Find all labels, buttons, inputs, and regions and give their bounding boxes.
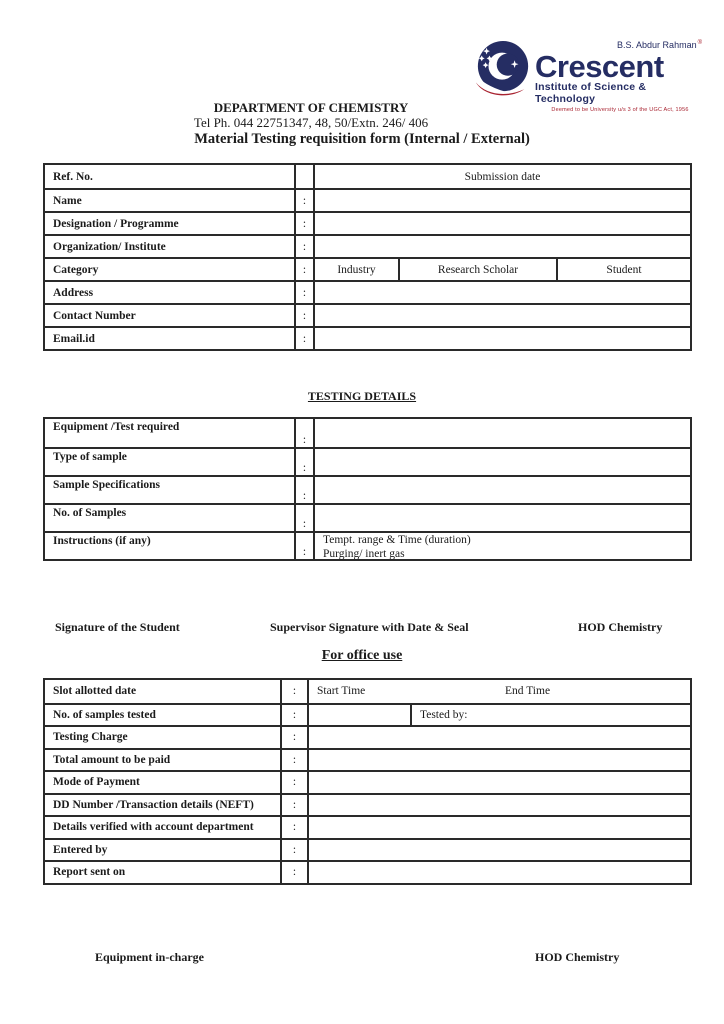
table-row-testing-charge [45,725,690,748]
row-label: Total amount to be paid [45,750,282,771]
row-label: Organization/ Institute [45,236,296,257]
colon-cell: : [282,817,309,838]
row-label: No. of samples tested [45,705,282,726]
row-label: Details verified with account department [45,817,282,838]
category-option-research-scholar: Research Scholar [400,259,558,280]
row-label: Instructions (if any) [45,533,296,559]
colon-cell: : [296,419,315,447]
colon-cell: : [296,259,315,280]
value-cell [315,213,690,234]
row-label: Category [45,259,296,280]
hod-signature-label: HOD Chemistry [578,620,663,634]
department-title: DEPARTMENT OF CHEMISTRY [213,100,409,115]
crescent-emblem-icon [474,40,532,98]
colon-cell: : [296,477,315,503]
table-row-contact-number [45,303,690,326]
value-cell [315,419,690,447]
row-label: Designation / Programme [45,213,296,234]
category-option-industry: Industry [315,259,400,280]
value-cell [309,680,690,703]
brand-name: Crescent [535,49,664,84]
colon-cell: : [296,213,315,234]
table-row-samples-tested [45,703,690,726]
colon-cell: : [282,772,309,793]
office-use-heading: For office use [321,648,403,663]
row-label: Type of sample [45,449,296,475]
office-use-table [43,678,692,885]
hod-chemistry-footer-label: HOD Chemistry [535,950,620,964]
brand-small-label: B.S. Abdur Rahman [617,40,697,50]
table-row-instructions [45,531,690,559]
colon-cell: : [296,533,315,559]
colon-cell: : [296,328,315,349]
colon-cell: : [282,840,309,861]
row-label: Slot allotted date [45,680,282,703]
value-cell [315,505,690,531]
testing-details-heading: TESTING DETAILS [307,389,417,403]
form-title: Material Testing requisition form (Internal / External) [194,131,530,147]
table-row-ref-no [45,165,690,188]
value-cell [315,477,690,503]
colon-cell: : [296,190,315,211]
table-row-dd-number [45,793,690,816]
instructions-line-1: Tempt. range & Time (duration) [323,534,471,546]
value-cell [315,328,690,349]
table-row-no-of-samples [45,503,690,531]
colon-cell: : [282,862,309,883]
row-label: Testing Charge [45,727,282,748]
colon-cell: : [296,305,315,326]
value-cell [315,190,690,211]
value-cell [315,165,690,188]
table-row-mode-of-payment [45,770,690,793]
value-cell [315,259,690,280]
samples-count-cell [309,705,412,726]
value-cell [309,840,690,861]
colon-cell: : [296,236,315,257]
equipment-incharge-label: Equipment in-charge [95,950,205,964]
start-time-label: Start Time [317,685,366,698]
value-cell [315,236,690,257]
row-label: Sample Specifications [45,477,296,503]
registered-mark-icon: ® [697,40,702,46]
category-option-student: Student [606,263,642,276]
table-row-designation [45,211,690,234]
colon-cell: : [296,282,315,303]
colon-cell: : [296,449,315,475]
value-cell [309,750,690,771]
row-label: Entered by [45,840,282,861]
table-row-entered-by [45,838,690,861]
row-label: DD Number /Transaction details (NEFT) [45,795,282,816]
row-label: Email.id [45,328,296,349]
table-row-sample-specifications [45,475,690,503]
colon-cell: : [282,727,309,748]
colon-cell: : [282,795,309,816]
instructions-line-2: Purging/ inert gas [323,547,405,560]
tested-by-label: Tested by: [420,708,468,721]
value-cell [309,862,690,883]
table-row-total-amount [45,748,690,771]
value-cell [315,305,690,326]
row-label: Mode of Payment [45,772,282,793]
row-label: Contact Number [45,305,296,326]
supervisor-signature-label: Supervisor Signature with Date & Seal [270,620,469,634]
value-cell [309,817,690,838]
colon-cell: : [296,505,315,531]
value-cell [309,772,690,793]
colon-cell: : [282,680,309,703]
brand-tagline: Deemed to be University u/s 3 of the UGC Act, 1956 [551,106,689,113]
table-row-name [45,188,690,211]
value-cell [315,533,690,559]
table-row-slot-allotted [45,680,690,703]
colon-cell: : [282,705,309,726]
colon-cell: : [282,750,309,771]
table-row-category [45,257,690,280]
row-label: No. of Samples [45,505,296,531]
table-row-details-verified [45,815,690,838]
phone-line: Tel Ph. 044 22751347, 48, 50/Extn. 246/ 406 [193,115,429,130]
value-cell [315,449,690,475]
table-row-email [45,326,690,349]
value-cell [309,795,690,816]
table-row-type-of-sample [45,447,690,475]
value-cell [309,727,690,748]
table-row-report-sent-on [45,860,690,883]
row-label: Address [45,282,296,303]
value-cell [315,282,690,303]
row-label: Equipment /Test required [45,419,296,447]
row-label: Report sent on [45,862,282,883]
testing-details-table [43,417,692,561]
value-cell [309,705,690,726]
student-signature-label: Signature of the Student [55,620,180,634]
row-label: Ref. No. [45,165,296,188]
row-label: Name [45,190,296,211]
submission-date-label: Submission date [464,170,541,183]
colon-cell [296,165,315,188]
table-row-equipment [45,419,690,447]
table-row-organization [45,234,690,257]
applicant-table [43,163,692,351]
brand-subtitle: Institute of Science & Technology [535,81,647,105]
end-time-label: End Time [505,685,551,698]
table-row-address [45,280,690,303]
